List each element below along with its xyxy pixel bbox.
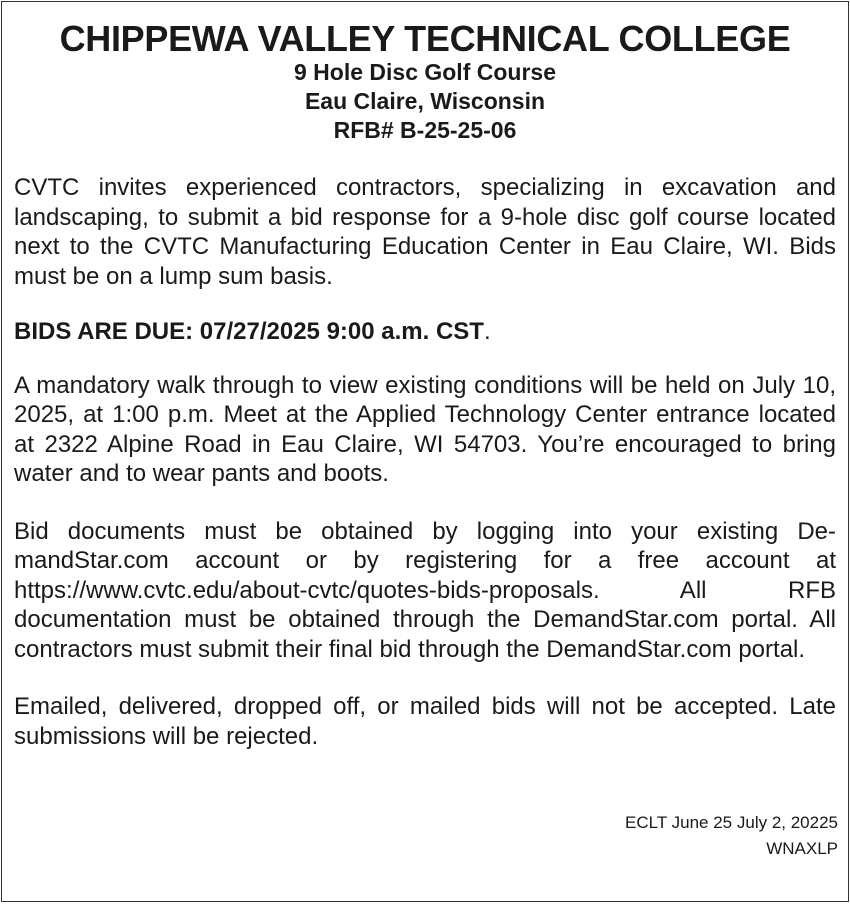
notice-footer bbox=[625, 810, 838, 862]
bids-due-suffix: . bbox=[483, 318, 491, 345]
notice-header bbox=[14, 20, 836, 145]
publication-code: WNAXLP bbox=[766, 839, 838, 858]
publication-dates: ECLT June 25 July 2, 20225 bbox=[625, 813, 838, 832]
intro-paragraph: CVTC invites experienced contractors, specializing in excavation and landscaping, to submit a bid response for a 9-hole disc golf course located next to the CVTC Manufacturing Education Center in Eau Claire, WI. Bids must be on a lump sum basis. bbox=[14, 174, 836, 290]
rfb-number: RFB# B-25-25-06 bbox=[333, 117, 517, 143]
bids-due-label: BIDS ARE DUE: 07/27/2025 9:00 a.m. CST bbox=[14, 318, 484, 345]
rejection-paragraph: Emailed, delivered, dropped off, or mailed bids will not be accepted. Late submissions will be rejected. bbox=[14, 693, 836, 750]
bids-due-line bbox=[14, 317, 836, 347]
legal-notice bbox=[1, 1, 849, 902]
walkthrough-paragraph: A mandatory walk through to view existing conditions will be held on July 10, 2025, at 1:00 p.m. Meet at the Applied Technology Center entrance located at 2322 Alpine Road in Eau Claire, WI 54703. You’re encouraged to bring water and to wear pants and boots. bbox=[14, 371, 836, 487]
project-title: 9 Hole Disc Golf Course bbox=[293, 59, 556, 85]
project-location: Eau Claire, Wisconsin bbox=[304, 88, 546, 114]
college-name: CHIPPEWA VALLEY TECHNICAL COLLEGE bbox=[59, 18, 791, 59]
documents-paragraph: Bid documents must be obtained by logging into your existing DemandStar.com account or by registering for a free account at https://www.cvtc.edu/about-cvtc/quotes-bids-proposals. All RFB documentation must be obtained through the DemandStar.com portal. All contractors must submit their final bid through the DemandStar.com portal. bbox=[14, 517, 836, 663]
